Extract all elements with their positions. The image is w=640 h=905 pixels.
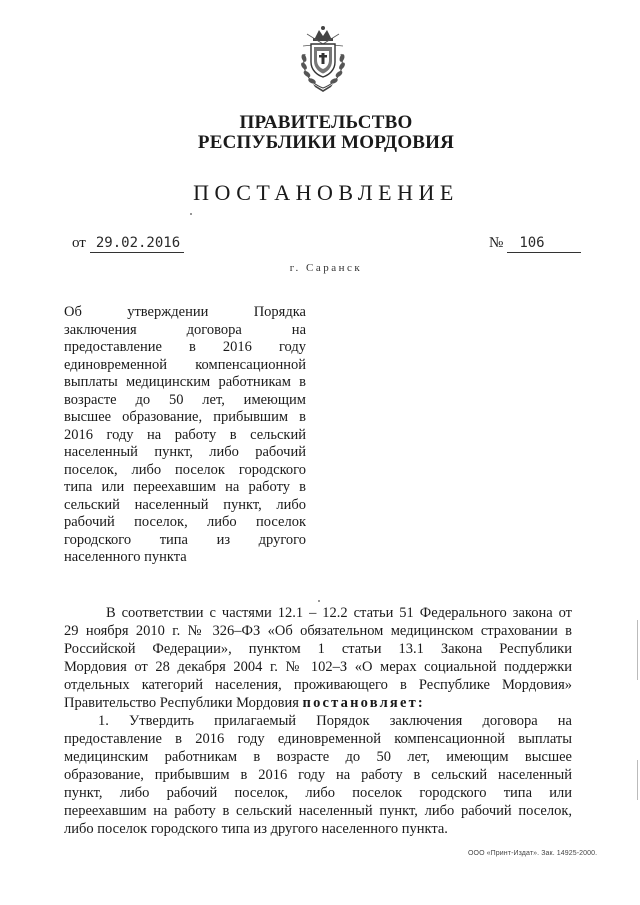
document-type-title: ПОСТАНОВЛЕНИЕ	[193, 180, 459, 205]
coat-of-arms-icon	[293, 24, 353, 92]
body-line: отдельных категорий населения, проживающего в Республике Мордовия»	[64, 677, 572, 693]
subject-line: выплаты медицинским работникам в	[64, 374, 306, 390]
subject-line: предоставление в 2016 году	[64, 339, 306, 355]
enacting-body: Правительство Республики Мордовия	[64, 695, 299, 711]
body-line: В соответствии с частями 12.1 – 12.2 статьи 51 Федерального закона от	[106, 605, 572, 621]
date-value: 29.02.2016	[90, 234, 184, 253]
subject-line: населенного пункта	[64, 549, 187, 565]
number-value: 106	[507, 234, 581, 253]
body-line: предоставление в 2016 году единовременной компенсационной выплаты	[64, 731, 572, 747]
subject-line: типа или переехавшим на работу в	[64, 479, 306, 495]
enacting-verb: постановляет:	[302, 695, 425, 711]
body-line: Мордовия от 28 декабря 2004 г. № 102–З «О мерах социальной поддержки	[64, 659, 572, 675]
body-line: Российской Федерации», пунктом 1 статьи 13.1 Закона Республики	[64, 641, 572, 657]
subject-line: 2016 году на работу в сельский	[64, 426, 306, 443]
scan-edge-mark	[637, 620, 638, 680]
scan-speck	[318, 600, 320, 602]
body-line: переехавшим на работу в сельский населенный пункт, либо рабочий поселок,	[64, 803, 572, 819]
subject-line: единовременной компенсационной	[64, 356, 306, 373]
document-date	[72, 234, 184, 253]
government-name-line2: РЕСПУБЛИКИ МОРДОВИЯ	[197, 132, 455, 153]
document-number	[489, 234, 581, 253]
subject-line: Об утверждении Порядка	[64, 304, 306, 320]
document-body	[64, 604, 572, 838]
subject-line: городского типа из другого	[64, 531, 306, 548]
body-line: 1. Утвердить прилагаемый Порядок заключения договора на	[98, 713, 572, 729]
issue-city: г. Саранск	[289, 262, 363, 274]
subject-line: заключения договора на	[64, 321, 306, 338]
body-line: медицинским работникам в возрасте до 50 лет, имеющим высшее	[64, 749, 572, 765]
date-prefix: от	[72, 235, 86, 251]
subject-line: рабочий поселок, либо поселок	[64, 514, 306, 530]
scan-speck	[190, 213, 192, 215]
body-line: 29 ноября 2010 г. № 326–ФЗ «Об обязательном медицинском страховании в	[64, 623, 572, 639]
printer-note: ООО «Принт-Издат». Зак. 14925-2000.	[468, 850, 598, 857]
body-line: либо поселок городского типа из другого населенного пункта.	[64, 821, 448, 837]
subject-line: возрасте до 50 лет, имеющим	[64, 391, 306, 408]
subject-line: населенный пункт, либо рабочий	[64, 444, 306, 460]
subject-line: сельский населенный пункт, либо	[64, 496, 306, 513]
body-line: пункт, либо рабочий поселок, либо поселок городского типа или	[64, 785, 572, 801]
document-subject	[64, 304, 306, 567]
subject-line: высшее образование, прибывшим в	[64, 409, 306, 425]
body-line: образование, прибывшим в 2016 году на работу в сельский населенный	[64, 767, 572, 783]
scan-edge-mark	[637, 760, 638, 800]
government-name-line1: ПРАВИТЕЛЬСТВО	[239, 112, 413, 133]
subject-line: поселок, либо поселок городского	[64, 461, 306, 478]
body-line	[64, 694, 572, 712]
number-prefix: №	[489, 235, 504, 251]
